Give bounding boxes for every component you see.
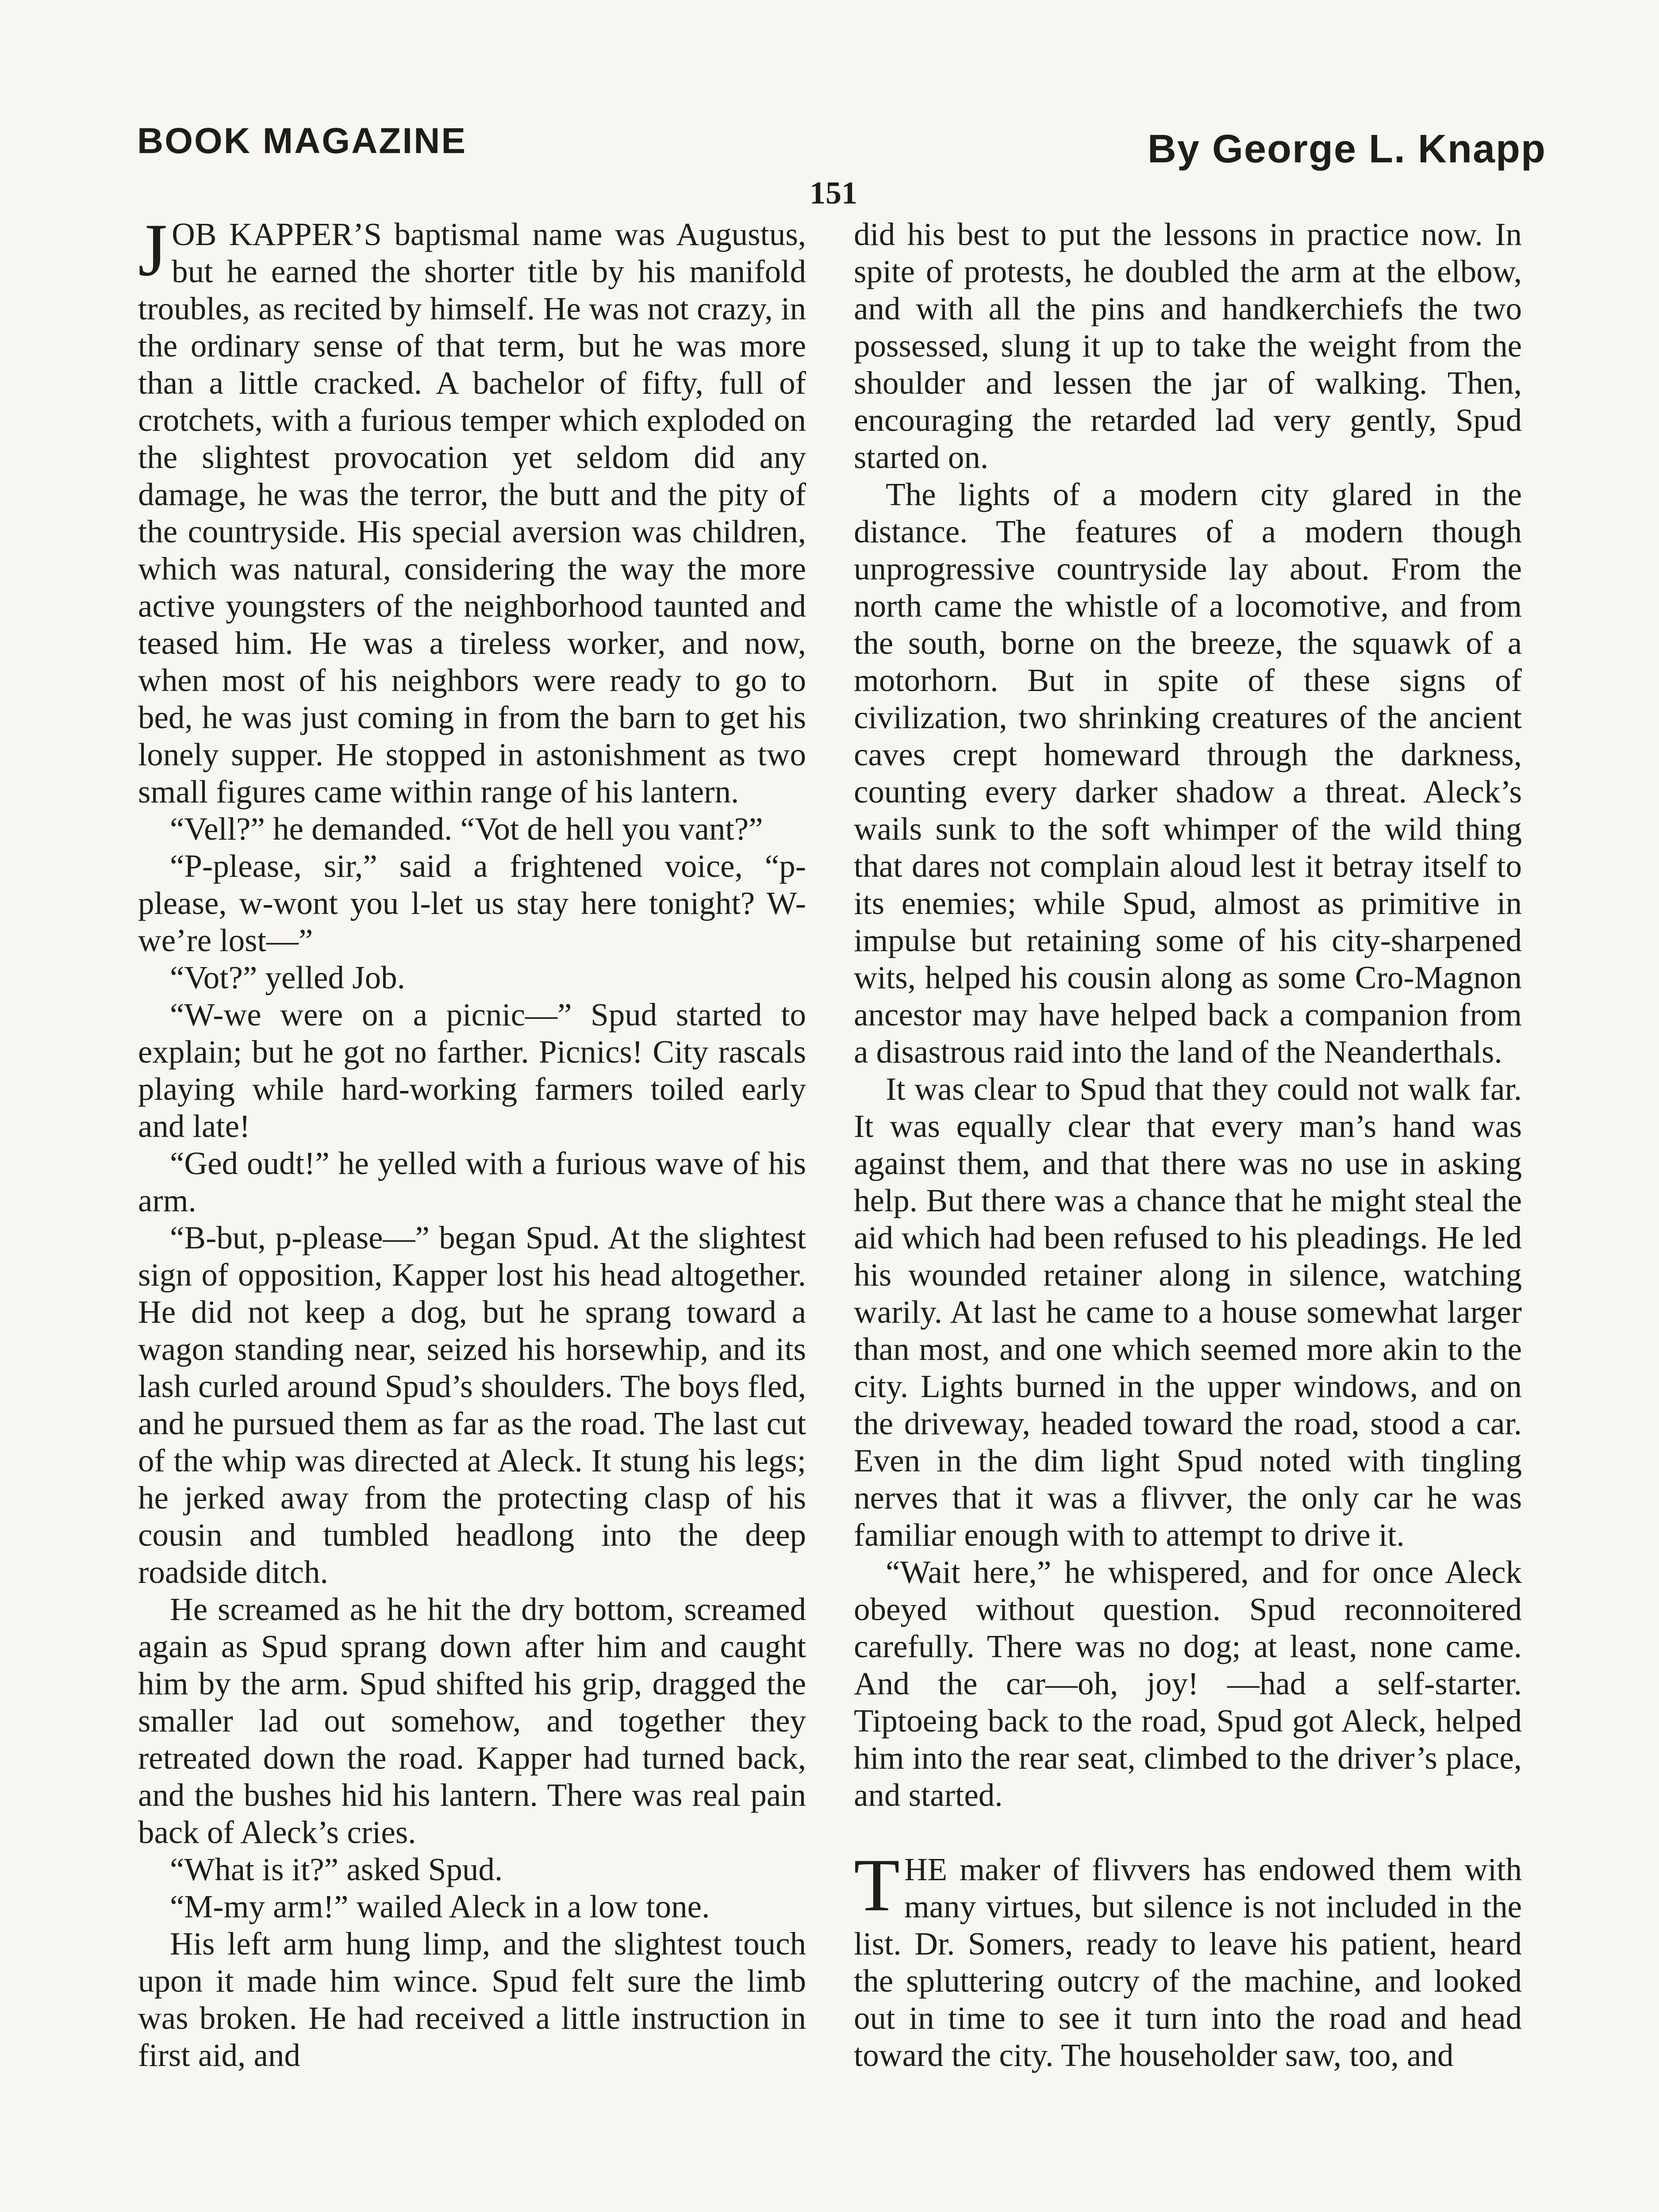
author-byline: By George L. Knapp: [1147, 127, 1546, 171]
paragraph: His left arm hung limp, and the slightest touch upon it made him wince. Spud felt sure the limb was broken. He had received a little instruction in first aid, and: [138, 1926, 806, 2073]
paragraph: “What is it?” asked Spud.: [170, 1851, 503, 1887]
paragraph: “Ged oudt!” he yelled with a furious wave of his arm.: [138, 1145, 806, 1218]
paragraph: “Vot?” yelled Job.: [170, 960, 405, 995]
paragraph-text: OB KAPPER’S baptismal name was Augustus, but he earned the shorter title by his manifold troubles, as recited by himself. He was not crazy, in the ordinary sense of that term, but he was more than a little cracked. A bachelor of fifty, full of crotchets, with a furious temper which exploded on the slightest provocation yet seldom did any damage, he was the terror, the butt and the pity of the countryside. His special aversion was children, which was natural, considering the way the more active youngsters of the neighborhood taunted and teased him. He was a tireless worker, and now, when most of his neighbors were ready to go to bed, he was just coming in from the barn to get his lonely supper. He stopped in astonishment as two small figures came within range of his lantern.: [138, 216, 806, 810]
paragraph: “M-my arm!” wailed Aleck in a low tone.: [170, 1889, 710, 1924]
magazine-title: BOOK MAGAZINE: [137, 121, 467, 161]
left-column: [138, 216, 806, 2212]
paragraph: The lights of a modern city glared in the distance. The features of a modern though unprogressive countryside lay about. From the north came the whistle of a locomotive, and from the south, borne on the breeze, the squawk of a motorhorn. But in spite of these signs of civilization, two shrinking creatures of the ancient caves crept homeward through the darkness, counting every darker shadow a threat. Aleck’s wails sunk to the soft whimper of the wild thing that dares not complain aloud lest it betray itself to its enemies; while Spud, almost as primitive in impulse but retaining some of his city-sharpened wits, helped his cousin along as some Cro-Magnon ancestor may have helped back a companion from a disastrous raid into the land of the Neanderthals.: [854, 476, 1522, 1070]
paragraph: “Wait here,” he whispered, and for once Aleck obeyed without question. Spud reconnoitered carefully. There was no dog; at least, none came. And the car—oh, joy! —had a self-starter. Tiptoeing back to the road, Spud got Aleck, helped him into the rear seat, climbed to the driver’s place, and started.: [854, 1554, 1522, 1813]
paragraph: He screamed as he hit the dry bottom, screamed again as Spud sprang down after him and caught him by the arm. Spud shifted his grip, dragged the smaller lad out somehow, and together they retreated down the road. Kapper had turned back, and the bushes hid his lantern. There was real pain back of Aleck’s cries.: [138, 1591, 806, 1850]
paragraph: [138, 216, 806, 810]
paragraph: “W-we were on a picnic—” Spud started to explain; but he got no farther. Picnics! City rascals playing while hard-working farmers toiled early and late!: [138, 997, 806, 1144]
right-column: [854, 216, 1522, 2212]
paragraph: It was clear to Spud that they could not walk far. It was equally clear that every man’s hand was against them, and that there was no use in asking help. But there was a chance that he might steal the aid which had been refused to his pleadings. He led his wounded retainer along in silence, watching warily. At last he came to a house somewhat larger than most, and one which seemed more akin to the city. Lights burned in the upper windows, and on the driveway, headed toward the road, stood a car. Even in the dim light Spud noted with tingling nerves that it was a flivver, the only car he was familiar enough with to attempt to drive it.: [854, 1071, 1522, 1553]
paragraph: did his best to put the lessons in practice now. In spite of protests, he doubled the arm at the elbow, and with all the pins and handkerchiefs the two possessed, slung it up to take the weight from the shoulder and lessen the jar of walking. Then, encouraging the retarded lad very gently, Spud started on.: [854, 216, 1522, 475]
paragraph: “Vell?” he demanded. “Vot de hell you vant?”: [170, 811, 763, 847]
paragraph: “B-but, p-please—” began Spud. At the slightest sign of opposition, Kapper lost his head altogether. He did not keep a dog, but he sprang toward a wagon standing near, seized his horsewhip, and its lash curled around Spud’s shoulders. The boys fled, and he pursued them as far as the road. The last cut of the whip was directed at Aleck. It stung his legs; he jerked away from the protecting clasp of his cousin and tumbled headlong into the deep roadside ditch.: [138, 1220, 806, 1590]
drop-cap: T: [854, 1843, 900, 1927]
page-number: 151: [810, 175, 857, 211]
paragraph: [854, 1843, 1522, 2074]
drop-cap: J: [138, 216, 168, 292]
paragraph-text: HE maker of flivvers has endowed them with many virtues, but silence is not included in the list. Dr. Somers, ready to leave his patient, heard the spluttering outcry of the machine, and looked out in time to see it turn into the road and head toward the city. The householder saw, too, and: [854, 1851, 1522, 2073]
paragraph: “P-please, sir,” said a frightened voice, “p-please, w-wont you l-let us stay here tonight? W-we’re lost—”: [138, 848, 806, 958]
